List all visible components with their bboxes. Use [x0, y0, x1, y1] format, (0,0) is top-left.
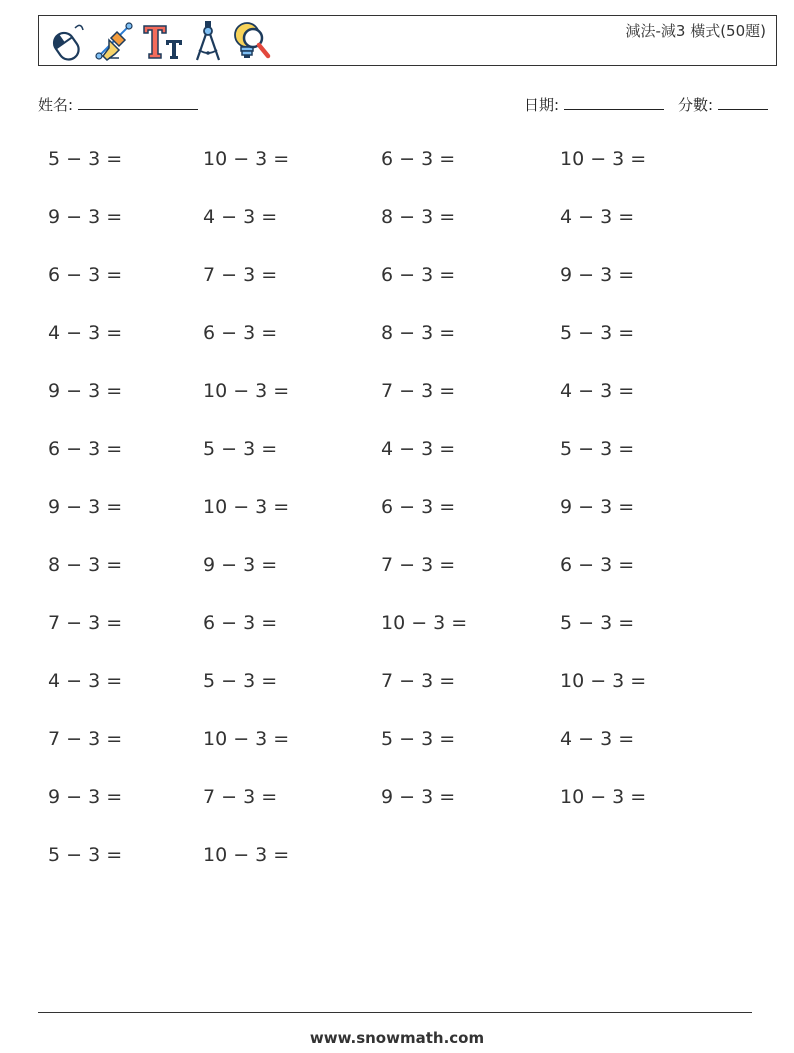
- problem-item: 6 − 3 =: [560, 554, 635, 576]
- score-field: [678, 94, 768, 115]
- problem-item: 6 − 3 =: [381, 496, 456, 518]
- problem-item: 6 − 3 =: [203, 322, 278, 344]
- problem-item: 10 − 3 =: [203, 148, 290, 170]
- score-label: 分數:: [678, 96, 714, 114]
- problem-item: 10 − 3 =: [203, 728, 290, 750]
- problem-item: 9 − 3 =: [381, 786, 456, 808]
- problem-item: 9 − 3 =: [203, 554, 278, 576]
- header-icons: [45, 20, 273, 62]
- problem-item: 10 − 3 =: [203, 496, 290, 518]
- problem-item: 5 − 3 =: [203, 438, 278, 460]
- problem-item: 7 − 3 =: [381, 670, 456, 692]
- name-blank: [78, 95, 198, 110]
- problem-item: 8 − 3 =: [48, 554, 123, 576]
- problem-item: 5 − 3 =: [560, 438, 635, 460]
- problem-item: 9 − 3 =: [48, 380, 123, 402]
- problem-item: 7 − 3 =: [203, 264, 278, 286]
- compass-icon: [193, 20, 223, 62]
- problem-item: 5 − 3 =: [203, 670, 278, 692]
- score-blank: [718, 95, 768, 110]
- lightbulb-magnifier-icon: [231, 20, 273, 62]
- problem-item: 6 − 3 =: [381, 148, 456, 170]
- name-field: [38, 94, 198, 115]
- problem-item: 5 − 3 =: [48, 148, 123, 170]
- problem-item: 4 − 3 =: [203, 206, 278, 228]
- date-field: [524, 94, 664, 115]
- problem-item: 7 − 3 =: [48, 728, 123, 750]
- vector-pen-icon: [95, 20, 133, 62]
- name-label: 姓名:: [38, 96, 74, 114]
- problem-item: 8 − 3 =: [381, 322, 456, 344]
- problem-item: 7 − 3 =: [48, 612, 123, 634]
- problem-item: 9 − 3 =: [48, 496, 123, 518]
- text-size-icon: [141, 20, 185, 62]
- problem-item: 4 − 3 =: [48, 670, 123, 692]
- problem-item: 5 − 3 =: [560, 322, 635, 344]
- problem-item: 10 − 3 =: [560, 148, 647, 170]
- problem-item: 10 − 3 =: [381, 612, 468, 634]
- problem-item: 4 − 3 =: [560, 728, 635, 750]
- problem-item: 7 − 3 =: [203, 786, 278, 808]
- problem-item: 9 − 3 =: [560, 496, 635, 518]
- problem-item: 5 − 3 =: [560, 612, 635, 634]
- problem-item: 4 − 3 =: [560, 206, 635, 228]
- worksheet-header: [38, 15, 777, 66]
- problem-item: 5 − 3 =: [381, 728, 456, 750]
- problem-item: 6 − 3 =: [48, 264, 123, 286]
- date-blank: [564, 95, 664, 110]
- problem-item: 6 − 3 =: [381, 264, 456, 286]
- problem-item: 4 − 3 =: [560, 380, 635, 402]
- problem-item: 7 − 3 =: [381, 380, 456, 402]
- problem-item: 10 − 3 =: [203, 844, 290, 866]
- problem-item: 8 − 3 =: [381, 206, 456, 228]
- problem-item: 4 − 3 =: [381, 438, 456, 460]
- mouse-icon: [45, 20, 87, 62]
- problem-item: 9 − 3 =: [48, 206, 123, 228]
- problem-item: 5 − 3 =: [48, 844, 123, 866]
- date-label: 日期:: [524, 96, 560, 114]
- problem-item: 6 − 3 =: [203, 612, 278, 634]
- problem-item: 9 − 3 =: [48, 786, 123, 808]
- problem-item: 10 − 3 =: [203, 380, 290, 402]
- footer-website: www.snowmath.com: [309, 1029, 485, 1047]
- problem-item: 10 − 3 =: [560, 670, 647, 692]
- problem-item: 7 − 3 =: [381, 554, 456, 576]
- problem-item: 10 − 3 =: [560, 786, 647, 808]
- footer-divider: [38, 1012, 752, 1013]
- worksheet-title: 減法-減3 橫式(50題): [625, 22, 766, 40]
- problem-item: 6 − 3 =: [48, 438, 123, 460]
- problem-item: 4 − 3 =: [48, 322, 123, 344]
- problem-item: 9 − 3 =: [560, 264, 635, 286]
